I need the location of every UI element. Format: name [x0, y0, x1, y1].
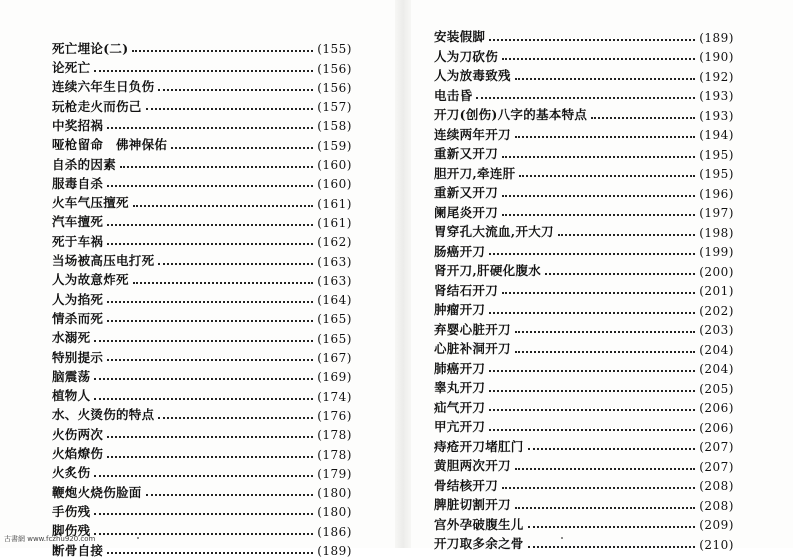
toc-entry-page-number: (194) [699, 128, 734, 142]
toc-leader-dots [489, 429, 695, 431]
toc-entry-page-number: (180) [317, 486, 352, 501]
toc-leader-dots [107, 224, 313, 226]
toc-entry-page-number: (157) [317, 100, 352, 115]
toc-entry [52, 152, 352, 171]
toc-entry [52, 75, 352, 94]
toc-entry-page-number: (206) [699, 420, 734, 435]
toc-entry-page-number: (180) [317, 505, 352, 520]
toc-leader-dots [502, 195, 695, 197]
toc-entry-title: 植物人 [52, 388, 91, 404]
toc-leader-dots [515, 468, 695, 470]
toc-leader-dots [107, 320, 313, 322]
right-toc-list [434, 24, 734, 551]
toc-entry-title: 人为刀砍伤 [434, 48, 499, 64]
toc-entry [434, 141, 734, 161]
toc-leader-dots [146, 108, 314, 110]
toc-entry-page-number: (209) [699, 518, 734, 532]
toc-entry-page-number: (163) [317, 273, 352, 288]
toc-entry-page-number: (202) [699, 303, 734, 318]
toc-leader-dots [519, 175, 695, 177]
toc-leader-dots [502, 156, 695, 158]
toc-entry-page-number: (160) [317, 177, 352, 192]
toc-entry-title: 连续两年开刀 [434, 126, 511, 142]
toc-leader-dots [94, 70, 313, 72]
toc-leader-dots [515, 507, 695, 509]
scan-speck [137, 537, 139, 539]
toc-entry-title: 弃婴心脏开刀 [434, 321, 511, 337]
toc-entry [52, 190, 352, 209]
toc-entry [52, 345, 352, 364]
toc-entry [434, 531, 734, 551]
toc-entry-page-number: (176) [317, 408, 352, 423]
toc-leader-dots [94, 398, 313, 400]
toc-entry-page-number: (189) [317, 544, 352, 558]
toc-entry-title: 安装假脚 [434, 29, 486, 44]
toc-entry-title: 人为故意炸死 [52, 272, 129, 288]
toc-entry [434, 24, 734, 44]
toc-entry [434, 434, 734, 454]
toc-entry-page-number: (207) [699, 440, 734, 454]
toc-entry-title: 重新又开刀 [434, 146, 499, 161]
toc-entry-page-number: (156) [317, 61, 352, 76]
toc-entry-title: 死亡埋论(二) [52, 40, 129, 56]
toc-leader-dots [558, 234, 695, 236]
toc-leader-dots [133, 282, 313, 284]
toc-entry-title: 手伤残 [52, 503, 91, 519]
toc-entry-title: 中奖招祸 [52, 117, 104, 133]
toc-entry-title: 断骨自接 [52, 542, 104, 558]
toc-entry [434, 83, 734, 103]
toc-entry [52, 538, 352, 557]
toc-entry-title: 重新又开刀 [434, 185, 499, 200]
toc-entry [434, 102, 734, 122]
toc-entry [52, 210, 352, 229]
toc-entry [52, 287, 352, 306]
toc-leader-dots [489, 409, 695, 411]
toc-entry [52, 383, 352, 402]
toc-entry-title: 水、火烫伤的特点 [52, 407, 155, 423]
toc-entry-page-number: (155) [317, 42, 352, 57]
toc-entry-page-number: (190) [699, 50, 734, 64]
toc-entry-title: 开刀(创伤)八字的基本特点 [434, 107, 588, 122]
toc-entry-title: 开刀取多余之骨 [434, 536, 524, 551]
footer-watermark: 古書網 www.fczhu920.com [4, 535, 96, 543]
toc-entry-title: 火伤两次 [52, 426, 104, 442]
toc-entry-page-number: (165) [317, 312, 352, 327]
toc-entry-title: 自杀的因素 [52, 156, 117, 172]
toc-leader-dots [489, 253, 695, 255]
toc-entry-page-number: (201) [699, 284, 734, 298]
toc-entry [52, 480, 352, 499]
toc-entry-page-number: (210) [699, 537, 734, 552]
toc-leader-dots [107, 552, 313, 554]
toc-entry-title: 脑震荡 [52, 368, 91, 384]
toc-entry [52, 306, 352, 325]
toc-leader-dots [146, 494, 314, 496]
toc-leader-dots [489, 390, 695, 392]
toc-leader-dots [120, 166, 313, 168]
toc-leader-dots [489, 39, 695, 41]
toc-entry-title: 火车气压擅死 [52, 195, 129, 211]
toc-entry-title: 玩枪走火而伤己 [52, 98, 142, 114]
toc-leader-dots [107, 359, 313, 361]
toc-entry [434, 492, 734, 512]
toc-entry-page-number: (195) [699, 147, 734, 162]
toc-entry-page-number: (189) [699, 30, 734, 45]
toc-entry-title: 肾结石开刀 [434, 282, 499, 298]
right-page [411, 0, 793, 552]
toc-entry-page-number: (207) [699, 459, 734, 474]
toc-entry [52, 132, 352, 151]
toc-leader-dots [489, 370, 695, 372]
toc-entry [52, 441, 352, 460]
toc-entry-title: 肿瘤开刀 [434, 302, 486, 317]
toc-entry-page-number: (192) [699, 69, 734, 84]
toc-entry-page-number: (174) [317, 389, 352, 404]
toc-leader-dots [107, 243, 313, 245]
toc-entry-page-number: (198) [699, 225, 734, 240]
toc-entry [52, 268, 352, 287]
toc-entry-page-number: (156) [317, 80, 352, 95]
toc-entry-page-number: (178) [317, 428, 352, 443]
toc-entry-title: 痔疮开刀堵肛门 [434, 438, 524, 454]
toc-entry-title: 肠癌开刀 [434, 243, 486, 259]
toc-entry-title: 骨结核开刀 [434, 477, 499, 493]
toc-leader-dots [545, 273, 695, 275]
toc-leader-dots [132, 50, 313, 52]
toc-leader-dots [94, 475, 313, 477]
toc-leader-dots [515, 331, 695, 333]
toc-entry [52, 461, 352, 480]
toc-entry-page-number: (169) [317, 370, 352, 385]
toc-leader-dots [528, 546, 696, 548]
toc-leader-dots [489, 312, 695, 314]
toc-leader-dots [528, 448, 696, 450]
toc-entry-page-number: (208) [699, 479, 734, 493]
toc-entry-title: 人为放毒致残 [434, 68, 511, 83]
toc-entry-page-number: (163) [317, 254, 352, 269]
toc-entry-page-number: (186) [317, 524, 352, 539]
toc-entry [52, 55, 352, 74]
toc-entry-title: 疝气开刀 [434, 399, 486, 415]
toc-entry-page-number: (160) [317, 158, 352, 173]
toc-entry [52, 229, 352, 248]
toc-entry [52, 94, 352, 113]
toc-entry-page-number: (193) [699, 108, 734, 123]
toc-entry-title: 肺癌开刀 [434, 360, 486, 376]
toc-entry [434, 239, 734, 259]
toc-entry [52, 36, 352, 55]
toc-leader-dots [158, 417, 313, 419]
toc-entry [434, 44, 734, 64]
toc-leader-dots [476, 97, 695, 99]
toc-entry-page-number: (167) [317, 351, 352, 366]
toc-entry-page-number: (162) [317, 235, 352, 250]
toc-entry-title: 人为掐死 [52, 291, 104, 307]
toc-entry-title: 汽车擅死 [52, 214, 104, 230]
toc-entry-title: 宫外孕破腹生儿 [434, 516, 524, 532]
toc-leader-dots [171, 147, 313, 149]
toc-leader-dots [502, 487, 695, 489]
toc-leader-dots [515, 78, 695, 80]
toc-entry-title: 甲亢开刀 [434, 419, 486, 434]
toc-entry-page-number: (193) [699, 89, 734, 103]
toc-leader-dots [502, 58, 695, 60]
toc-leader-dots [94, 378, 313, 380]
toc-entry-title: 情杀而死 [52, 310, 104, 326]
toc-entry-title: 连续六年生日负伤 [52, 79, 155, 95]
left-toc-list [52, 36, 352, 557]
toc-entry [434, 180, 734, 200]
toc-entry [52, 518, 352, 537]
toc-entry-title: 火炙伤 [52, 465, 91, 481]
toc-leader-dots [107, 436, 313, 438]
toc-entry [434, 200, 734, 220]
toc-entry [434, 317, 734, 337]
toc-entry [52, 248, 352, 267]
toc-entry [434, 512, 734, 532]
toc-entry [434, 63, 734, 83]
toc-entry-page-number: (165) [317, 331, 352, 346]
toc-leader-dots [94, 533, 313, 535]
toc-entry-title: 火焰燎伤 [52, 446, 104, 462]
toc-entry [52, 422, 352, 441]
toc-leader-dots [107, 456, 313, 458]
book-gutter [395, 0, 411, 548]
toc-entry [434, 297, 734, 317]
toc-entry [52, 171, 352, 190]
toc-entry-title: 阑尾炎开刀 [434, 204, 499, 220]
toc-entry-title: 心脏补洞开刀 [434, 341, 511, 356]
toc-entry-page-number: (196) [699, 186, 734, 201]
toc-entry [434, 414, 734, 434]
toc-entry [52, 325, 352, 344]
toc-entry-title: 特别提示 [52, 349, 104, 365]
toc-entry [52, 499, 352, 518]
toc-entry-page-number: (200) [699, 264, 734, 279]
toc-entry-title: 脚伤残 [52, 523, 91, 539]
toc-entry-title: 水溺死 [52, 330, 91, 346]
toc-entry-page-number: (161) [317, 196, 352, 211]
toc-leader-dots [133, 205, 313, 207]
toc-leader-dots [107, 185, 313, 187]
toc-entry [434, 473, 734, 493]
toc-entry [434, 395, 734, 415]
toc-entry [434, 453, 734, 473]
toc-leader-dots [158, 263, 313, 265]
toc-entry-title: 胃穿孔大流血,开大刀 [434, 224, 554, 239]
toc-entry-page-number: (158) [317, 119, 352, 134]
toc-leader-dots [591, 117, 695, 119]
toc-leader-dots [515, 351, 695, 353]
toc-entry-title: 鞭炮火烧伤脸面 [52, 484, 142, 500]
toc-entry [52, 113, 352, 132]
toc-entry-page-number: (161) [317, 215, 352, 230]
toc-entry [434, 258, 734, 278]
toc-leader-dots [502, 214, 695, 216]
toc-leader-dots [515, 136, 695, 138]
toc-entry-title: 肾开刀,肝硬化腹水 [434, 263, 542, 278]
toc-entry-page-number: (179) [317, 466, 352, 481]
toc-entry [434, 122, 734, 142]
toc-entry-title: 服毒自杀 [52, 175, 104, 191]
toc-entry-page-number: (205) [699, 381, 734, 396]
toc-entry-title: 死于车祸 [52, 233, 104, 249]
toc-entry-title: 黄胆两次开刀 [434, 458, 511, 473]
toc-entry-page-number: (197) [699, 206, 734, 220]
toc-entry [434, 375, 734, 395]
left-page [0, 0, 395, 558]
toc-entry [434, 278, 734, 298]
toc-leader-dots [528, 526, 696, 528]
toc-entry-page-number: (204) [699, 362, 734, 376]
toc-entry-page-number: (206) [699, 401, 734, 415]
toc-leader-dots [94, 513, 313, 515]
toc-entry [434, 219, 734, 239]
toc-entry-page-number: (204) [699, 342, 734, 357]
toc-entry-title: 论死亡 [52, 60, 91, 76]
toc-entry [434, 161, 734, 181]
toc-entry-page-number: (195) [699, 167, 734, 181]
toc-entry-title: 睾丸开刀 [434, 380, 486, 395]
toc-leader-dots [502, 292, 695, 294]
toc-entry-title: 脾脏切割开刀 [434, 497, 511, 512]
toc-entry-title: 电击昏 [434, 87, 473, 103]
toc-entry [52, 403, 352, 422]
toc-entry-page-number: (178) [317, 447, 352, 462]
toc-entry [434, 336, 734, 356]
scan-speck [561, 537, 563, 539]
toc-leader-dots [158, 89, 313, 91]
toc-entry [52, 364, 352, 383]
toc-entry-page-number: (199) [699, 245, 734, 259]
toc-entry-title: 哑枪留命 佛神保佑 [52, 137, 168, 153]
toc-entry-title: 当场被高压电打死 [52, 253, 155, 269]
toc-leader-dots [107, 301, 313, 303]
toc-entry-title: 胆开刀,牵连肝 [434, 165, 516, 181]
toc-entry-page-number: (203) [699, 323, 734, 337]
toc-entry [434, 356, 734, 376]
toc-entry-page-number: (164) [317, 293, 352, 308]
toc-entry-page-number: (208) [699, 498, 734, 513]
toc-leader-dots [94, 340, 313, 342]
toc-entry-page-number: (159) [317, 138, 352, 153]
toc-leader-dots [107, 127, 313, 129]
